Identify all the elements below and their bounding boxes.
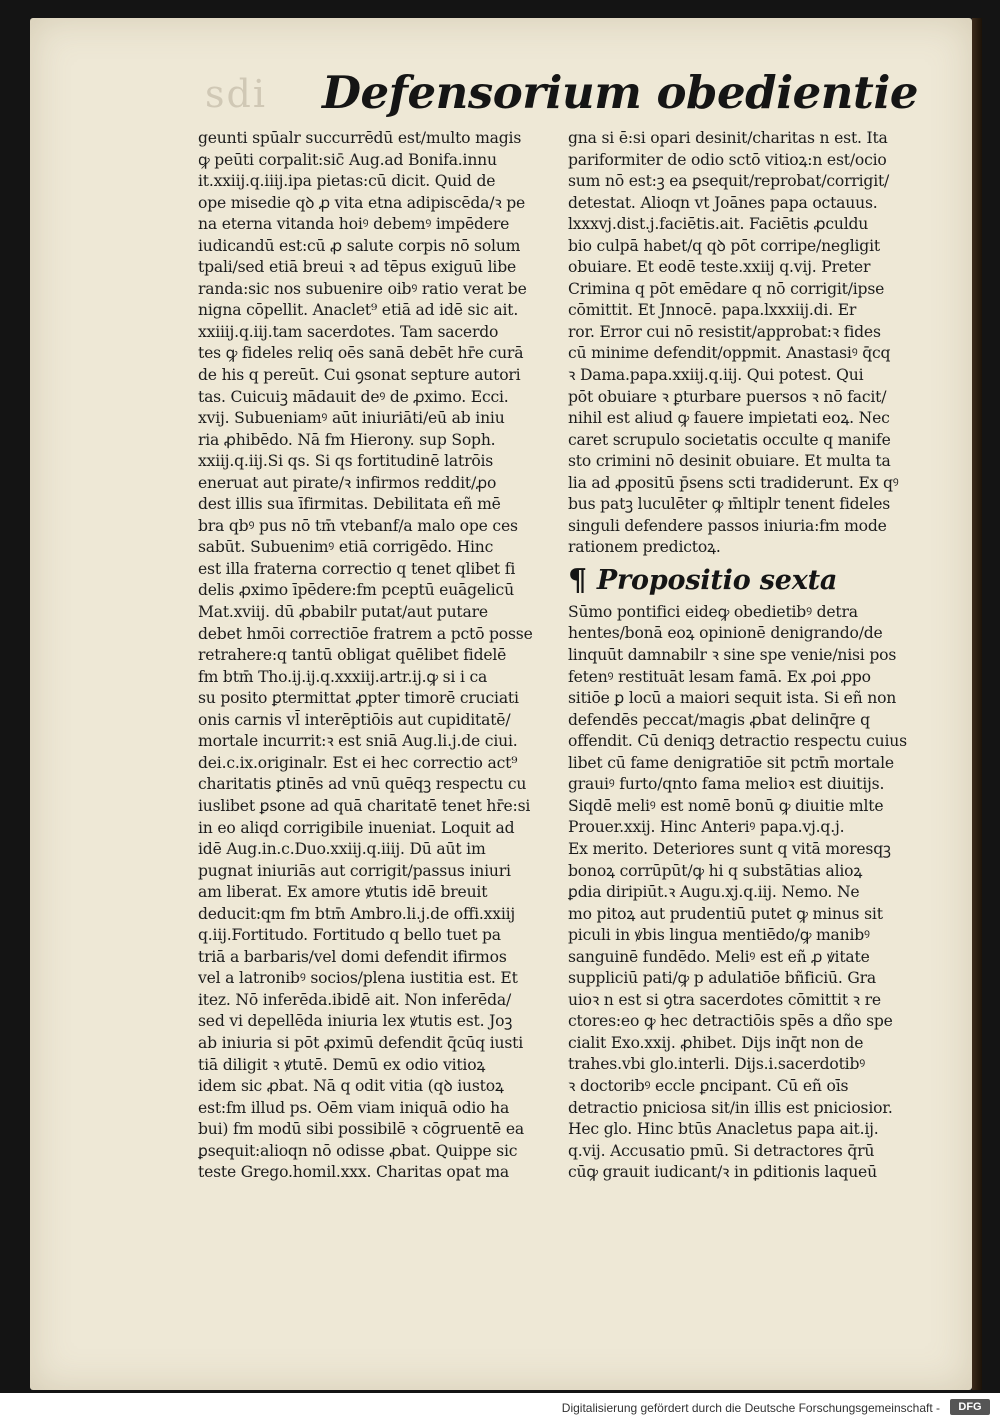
text-line: ror. Error cui nō resistit/approbat:ꝛ fides <box>568 322 881 341</box>
text-line: xvij. Subueniamꝰ aūt iniuriāti/eū ab iniu <box>198 409 505 428</box>
text-line: tes ꝙ fideles reliq oēs sanā debēt hr̄e curā <box>198 344 524 363</box>
text-line: in eo aliqd corrigibile inueniat. Loquit ad <box>198 818 515 837</box>
text-line: randa:sic nos subuenire oibꝰ ratio verat be <box>198 279 527 298</box>
text-line: lxxxvj.dist.j.faciētis.ait. Faciētis ꝓculdu <box>568 215 869 234</box>
text-line: grauiꝰ furto/qnto fama melioꝛ est diuitijs. <box>568 775 885 794</box>
text-line: ꝛ Dama.papa.xxiij.q.iij. Qui potest. Qui <box>568 366 864 385</box>
text-line: est illa fraterna correctio q tenet qlibet fi <box>198 559 516 578</box>
text-line: sto crimini nō desinit obuiare. Et multa ta <box>568 452 891 471</box>
text-line: mo pitoꝝ aut prudentiū putet ꝙ minus sit <box>568 904 883 923</box>
text-line: de his q pereūt. Cui ꝯsonat septure autori <box>198 366 521 385</box>
text-line: cialit Exo.xxij. ꝓhibet. Dijs inq̄t non de <box>568 1033 864 1052</box>
text-line: Prouer.xxij. Hinc Anteriꝰ papa.vj.q.j. <box>568 818 845 837</box>
text-line: tpali/sed etiā breui ꝛ ad tēpus exiguū libe <box>198 258 517 277</box>
text-line: ꝛ doctoribꝰ eccle ꝑncipant. Cū eñ oīs <box>568 1076 849 1095</box>
text-line: debet hmōi correctiōe fratrem a pctō posse <box>198 624 533 643</box>
text-line: Siqdē meliꝰ est nomē bonū ꝙ diuitie mlte <box>568 796 884 815</box>
text-line: delis ꝓximo īpēdere:fm pceptū euāgelicū <box>198 581 514 600</box>
text-line: ꝑdia diripiūt.ꝛ Augu.xj.q.iij. Nemo. Ne <box>568 883 860 902</box>
text-line: teste Grego.homil.xxx. Charitas opat ma <box>198 1163 509 1182</box>
text-line: deducit:qm fm btm̄ Ambro.li.j.de offi.xxiij <box>198 904 516 923</box>
text-line: eneruat aut pirate/ꝛ infirmos reddit/ꝓo <box>198 473 497 492</box>
text-line: tiā diligit ꝛ ꝟtutē. Demū ex odio vitioꝝ <box>198 1055 486 1074</box>
text-line: ꝑsequit:alioqn nō odisse ꝓbat. Quippe sic <box>198 1141 518 1160</box>
text-line: ctores:eo ꝙ hec detractiōis spēs a dño spe <box>568 1012 893 1031</box>
right-column-bottom <box>568 602 908 1184</box>
text-line: est:fm illud ps. Oēm viam iniquā odio ha <box>198 1098 510 1117</box>
text-line: sabūt. Subuenimꝰ etiā corrigēdo. Hinc <box>198 538 494 557</box>
text-line: ꝙ peūti corpalit:sic̄ Aug.ad Bonifa.innu <box>198 150 497 169</box>
text-line: dest illis sua īfirmitas. Debilitata eñ mē <box>198 495 501 514</box>
text-line: fm btm̄ Tho.ij.ij.q.xxxiij.artr.ij.ꝙ si i ca <box>198 667 488 686</box>
text-line: sanguinē fundēdo. Meliꝰ est eñ ꝓ ꝟitate <box>568 947 870 966</box>
right-column <box>568 128 908 1184</box>
text-line: mortale incurrit:ꝛ est sniā Aug.li.j.de ciui. <box>198 732 518 751</box>
text-line: detractio pniciosa sit/in illis est pniciosior. <box>568 1098 893 1117</box>
text-line: triā a barbaris/vel domi defendit ifirmos <box>198 947 507 966</box>
text-line: gna si ē:si opari desinit/charitas n est. Ita <box>568 129 888 147</box>
text-line: bui) fm modū sibi possibilē ꝛ cōgruentē ea <box>198 1120 524 1139</box>
text-line: offendit. Cū deniqꝫ detractio respectu cuius <box>568 732 907 751</box>
text-line: it.xxiij.q.iiij.ipa pietas:cū dicit. Quid de <box>198 172 496 191</box>
text-line: rationem predictoꝝ. <box>568 538 721 557</box>
left-column <box>198 128 538 1184</box>
text-line: caret scrupulo societatis occulte q manife <box>568 430 891 449</box>
text-line: nigna cōpellit. Anaclet⁹ etiā ad idē sic ait. <box>198 301 519 320</box>
text-line: Crimina q pōt emēdare q nō corrigit/ipse <box>568 279 885 298</box>
footer-bar <box>0 1393 1000 1423</box>
text-line: idem sic ꝓbat. Nā q odit vitia (qꝺ iustoꝝ <box>198 1077 504 1096</box>
text-line: defendēs peccat/magis ꝓbat delinq̄re q <box>568 710 870 729</box>
dfg-logo-icon: DFG <box>950 1399 990 1415</box>
text-line: onis carnis vl̄ interēptiōis aut cupiditatē/ <box>198 710 511 729</box>
text-line: cōmittit. Et Jnnocē. papa.lxxxiij.di. Er <box>568 301 857 320</box>
bleed-through-text: sdi <box>205 72 267 116</box>
text-line: bra qbꝰ pus nō tm̄ vtebanf/a malo ope ces <box>198 516 518 535</box>
text-line: nihil est aliud ꝙ fauere impietati eoꝝ. Nec <box>568 409 890 428</box>
text-line: trahes.vbi glo.interli. Dijs.i.sacerdotibꝰ <box>568 1055 865 1074</box>
text-line: q.iij.Fortitudo. Fortitudo q bello tuet pa <box>198 926 501 945</box>
text-line: libet cū fame denigratiōe sit pctm̄ mortale <box>568 753 894 772</box>
text-line: ab iniuria si pōt ꝓximū defendit q̄cūq iusti <box>198 1033 524 1052</box>
text-line: bus patꝫ luculēter ꝙ m̄ltiplr tenent fideles <box>568 495 891 514</box>
text-line: obuiare. Et eodē teste.xxiij q.vij. Preter <box>568 258 871 277</box>
text-line: detestat. Alioqn vt Joānes papa octauus. <box>568 193 878 212</box>
page-edge <box>972 18 982 1390</box>
text-line: iudicandū est:cū ꝓ salute corpis nō solum <box>198 236 521 255</box>
text-line: pōt obuiare ꝛ ꝑturbare puersos ꝛ nō facit/ <box>568 387 887 406</box>
text-line: lia ad ꝓpositū p̄sens scti tradiderunt. Ex qꝰ <box>568 473 899 492</box>
text-line: tas. Cuicuiꝫ mādauit deꝰ de ꝓximo. Ecci. <box>198 387 509 406</box>
text-line: cū minime defendit/oppmit. Anastasiꝰ q̄cq <box>568 344 891 363</box>
right-column-top <box>568 128 908 559</box>
text-line: cūꝙ grauit iudicant/ꝛ in ꝑditionis laqueū <box>568 1163 877 1182</box>
running-title: Defensorium obedientie <box>322 66 919 119</box>
text-line: fetenꝰ restituāt lesam famā. Ex ꝓoi ꝓpo <box>568 667 871 686</box>
text-line: na eterna vitanda hoiꝰ debemꝰ impēdere <box>198 215 510 234</box>
text-line: itez. Nō inferēda.ibidē ait. Non inferēda/ <box>198 990 512 1009</box>
section-heading-text: Propositio sexta <box>596 564 838 596</box>
text-line: su posito ꝑtermittat ꝓpter timorē cruciati <box>198 689 519 708</box>
text-line: am liberat. Ex amore ꝟtutis idē breuit <box>198 883 488 902</box>
pilcrow-icon: ¶ <box>568 562 587 598</box>
text-line: q.vij. Accusatio pmū. Si detractores q̄rū <box>568 1141 875 1160</box>
text-line: iuslibet ꝑsone ad quā charitatē tenet hr̄e:si <box>198 796 531 815</box>
text-line: Mat.xviij. dū ꝓbabilr putat/aut putare <box>198 603 488 622</box>
text-line: sed vi depellēda iniuria lex ꝟtutis est. Joꝫ <box>198 1012 513 1031</box>
text-line: ria ꝓhibēdo. Nā fm Hierony. sup Soph. <box>198 430 496 449</box>
text-line: xxiij.q.iij.Si qs. Si qs fortitudinē latrōis <box>198 452 494 471</box>
text-line: bio culpā habet/q qꝺ pōt corripe/negligit <box>568 236 880 255</box>
text-line: pugnat iniuriās aut corrigit/passus iniuri <box>198 861 511 880</box>
text-line: xxiiij.q.iij.tam sacerdotes. Tam sacerdo <box>198 322 499 341</box>
text-line: piculi in ꝟbis lingua mentiēdo/ꝙ manibꝰ <box>568 926 870 945</box>
section-heading <box>568 559 908 602</box>
text-line: retrahere:q tantū obligat quēlibet fidelē <box>198 646 507 665</box>
text-line: sum nō est:ꝫ ea ꝑsequit/reprobat/corrigit/ <box>568 172 890 191</box>
text-line: suppliciū pati/ꝙ p adulatiōe bñficiū. Gra <box>568 969 877 988</box>
text-line: singuli defendere passos iniuria:fm mode <box>568 516 887 535</box>
text-line: dei.c.ix.originalr. Est ei hec correctio act⁹ <box>198 753 518 772</box>
text-line: sitiōe ꝑ locū a maiori sequit ista. Si eñ non <box>568 689 897 708</box>
text-line: bonoꝝ corrūpūt/ꝙ hi q substātias alioꝝ <box>568 861 863 880</box>
text-line: pariformiter de odio sctō vitioꝝ:n est/ocio <box>568 150 887 169</box>
text-line: Hec glo. Hinc btūs Anacletus papa ait.ij. <box>568 1120 879 1139</box>
text-line: linquūt damnabilr ꝛ sine spe venie/nisi pos <box>568 646 897 665</box>
text-line: vel a latronibꝰ socios/plena iustitia est. Et <box>198 969 518 988</box>
text-line: uioꝛ n est si ꝯtra sacerdotes cōmittit ꝛ re <box>568 990 881 1009</box>
text-line: charitatis ꝑtinēs ad vnū quēqꝫ respectu cu <box>198 775 527 794</box>
text-line: Sūmo pontifici eideꝙ obedietibꝰ detra <box>568 602 858 621</box>
footer-credit: Digitalisierung gefördert durch die Deutsche Forschungsgemeinschaft - <box>561 1401 940 1415</box>
text-line: idē Aug.in.c.Duo.xxiij.q.iiij. Dū aūt im <box>198 840 486 859</box>
text-line: ope misedie qꝺ ꝓ vita etna adipiscēda/ꝛ pe <box>198 193 526 212</box>
text-line: geunti spūalr succurrēdū est/multo magis <box>198 129 522 147</box>
text-line: hentes/bonā eoꝝ opinionē denigrando/de <box>568 624 883 643</box>
text-line: Ex merito. Deteriores sunt q vitā moresqꝫ <box>568 839 891 858</box>
